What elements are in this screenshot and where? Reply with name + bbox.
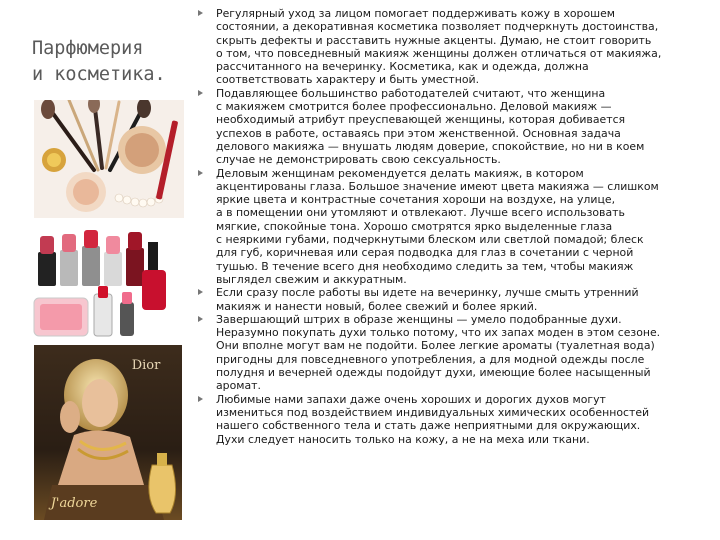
bullet-line: делового макияжа — внушать людям доверие, спокойствие, но ни в коем (216, 139, 645, 153)
bullet-arrow-icon (198, 289, 203, 295)
bullet-line: для губ, коричневая или серая подводка для глаз в сочетании с черной (216, 246, 634, 260)
bullet-line: Они вполне могут вам не подойти. Более легкие ароматы (туалетная вода) (216, 339, 655, 353)
bullet-arrow-icon (198, 90, 203, 96)
bullet-line: Если сразу после работы вы идете на вечеринку, лучше смыть утренний (216, 286, 639, 300)
bullet-line: Завершающий штрих в образе женщины — умело подобранные духи. (216, 312, 622, 326)
bullet-line: выглядел свежим и аккуратным. (216, 272, 407, 286)
bullet-line: измениться под воздействием индивидуальных химических особенностей (216, 405, 650, 419)
bullet-item (198, 7, 718, 87)
bullet-arrow-icon (198, 396, 203, 402)
bullet-line: Духи следует наносить только на кожу, а не на меха или ткани. (216, 432, 590, 446)
bullet-line: Деловым женщинам рекомендуется делать макияж, в котором (216, 166, 584, 180)
bullet-line: Любимые нами запахи даже очень хороших и дорогих духов могут (216, 392, 606, 406)
bullet-line: мягкие, спокойные тона. Хорошо смотрятся ярко выделенные глаза (216, 219, 613, 233)
page-title-line-1: Парфюмерия (32, 38, 144, 59)
dior-jadore-ad-photo (34, 345, 182, 520)
bullet-line: а в помещении они утомляют и отвлекают. Лучше всего использовать (216, 206, 625, 220)
bullet-item (198, 87, 718, 167)
bullet-line: полудня и вечерней одежды подойдут духи, имеющие более насыщенный (216, 366, 651, 380)
bullet-line: с неяркими губами, подчеркнутыми блеском или светлой помадой; блеск (216, 233, 644, 247)
bullet-line: скрыть дефекты и расставить нужные акценты. Думаю, не стоит говорить (216, 33, 652, 47)
bullet-line: случае не демонстрировать свою сексуальность. (216, 153, 501, 167)
bullet-line: необходимый атрибут преуспевающей женщины, которая добивается (216, 113, 626, 127)
bullet-line: тушью. В течение всего дня необходимо следить за тем, чтобы макияж (216, 259, 634, 273)
bullet-item (198, 313, 718, 393)
bullet-line: яркие цвета и контрастные сочетания хороши на воздухе, на улице, (216, 193, 616, 207)
bullet-arrow-icon (198, 316, 203, 322)
bullet-line: Неразумно покупать духи только потому, что их запах моден в этом сезоне. (216, 326, 661, 340)
cosmetics-brushes-photo (34, 100, 184, 218)
bullet-line: акцентированы глаза. Большое значение имеют цвета макияжа — слишком (216, 179, 659, 193)
bullet-arrow-icon (198, 10, 203, 16)
bullet-line: соответствовать характеру и быть уместной. (216, 73, 480, 87)
bullet-line: с макияжем смотрится более профессионально. Деловой макияж — (216, 100, 612, 114)
bullet-line: Регулярный уход за лицом помогает поддерживать кожу в хорошем (216, 7, 616, 20)
bullet-line: нашего собственного тела и стать даже неприятными для окружающих. (216, 419, 641, 433)
page-title (32, 36, 202, 88)
bullet-list (198, 0, 718, 446)
page-title-line-2: и косметика. (32, 64, 166, 85)
bullet-item (198, 393, 718, 446)
bullet-line: рассчитанного на вечеринку. Косметика, как и одежда, должна (216, 60, 589, 74)
bullet-item (198, 286, 718, 313)
jadore-product-text: J'adore (50, 496, 98, 511)
bullet-arrow-icon (198, 170, 203, 176)
bullet-line: Подавляющее большинство работодателей считают, что женщина (216, 86, 606, 100)
bullet-line: аромат. (216, 379, 261, 393)
bullet-line: о том, что повседневный макияж женщины должен отличаться от макияжа, (216, 46, 662, 60)
bullet-item (198, 167, 718, 287)
bullet-line: пригодны для повседневного употребления, а для модной одежды после (216, 352, 645, 366)
bullet-line: макияж и нанести новый, более свежий и более яркий. (216, 299, 538, 313)
bullet-line: состоянии, а декоративная косметика позволяет подчеркнуть достоинства, (216, 20, 659, 34)
bullet-line: успехов в работе, оставаясь при этом женственной. Основная задача (216, 126, 621, 140)
lipsticks-nail-polish-photo (28, 222, 188, 340)
dior-brand-text: Dior (131, 358, 161, 373)
